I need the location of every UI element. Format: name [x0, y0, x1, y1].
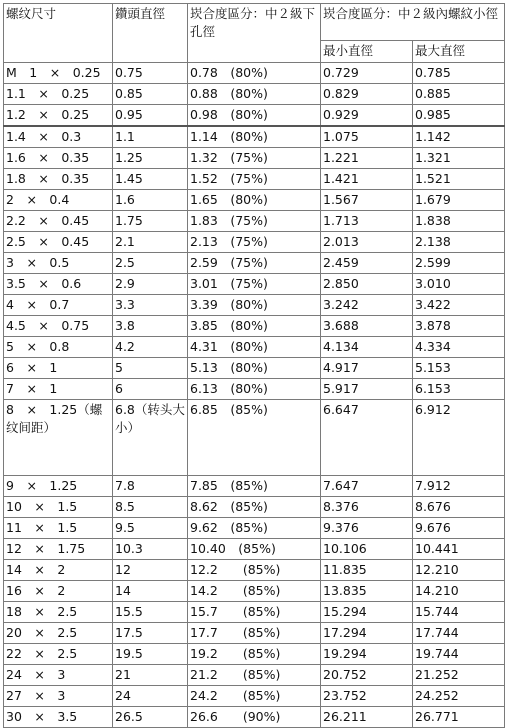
- table-row: [4, 644, 505, 665]
- cell-drill-diameter: 17.5: [113, 623, 188, 644]
- cell-drill-diameter: 0.85: [113, 84, 188, 105]
- table-row: [4, 400, 505, 476]
- table-row: [4, 105, 505, 127]
- cell-min-diameter: 9.376: [321, 518, 413, 539]
- cell-thread-size: M 1 × 0.25: [4, 63, 113, 84]
- table-row: [4, 211, 505, 232]
- cell-hole-diameter: 24.2 (85%): [188, 686, 321, 707]
- cell-thread-size: 9 × 1.25: [4, 476, 113, 497]
- cell-hole-diameter: 8.62 (85%): [188, 497, 321, 518]
- header-drill-diameter: 鑽頭直徑: [113, 4, 188, 63]
- cell-drill-diameter: 3.3: [113, 295, 188, 316]
- table-row: [4, 476, 505, 497]
- cell-min-diameter: 2.459: [321, 253, 413, 274]
- cell-hole-diameter: 9.62 (85%): [188, 518, 321, 539]
- cell-max-diameter: 19.744: [413, 644, 505, 665]
- cell-max-diameter: 5.153: [413, 358, 505, 379]
- cell-max-diameter: 3.422: [413, 295, 505, 316]
- cell-thread-size: 4.5 × 0.75: [4, 316, 113, 337]
- table-row: [4, 337, 505, 358]
- table-row: [4, 84, 505, 105]
- cell-min-diameter: 17.294: [321, 623, 413, 644]
- cell-thread-size: 4 × 0.7: [4, 295, 113, 316]
- cell-min-diameter: 2.850: [321, 274, 413, 295]
- cell-max-diameter: 21.252: [413, 665, 505, 686]
- table-row: [4, 295, 505, 316]
- cell-max-diameter: 15.744: [413, 602, 505, 623]
- cell-thread-size: 24 × 3: [4, 665, 113, 686]
- cell-max-diameter: 6.153: [413, 379, 505, 400]
- cell-drill-diameter: 3.8: [113, 316, 188, 337]
- table-row: [4, 148, 505, 169]
- cell-min-diameter: 1.075: [321, 126, 413, 148]
- cell-min-diameter: 1.713: [321, 211, 413, 232]
- cell-drill-diameter: 2.9: [113, 274, 188, 295]
- cell-min-diameter: 26.211: [321, 707, 413, 728]
- cell-drill-diameter: 1.45: [113, 169, 188, 190]
- cell-drill-diameter: 2.5: [113, 253, 188, 274]
- cell-hole-diameter: 1.65 (80%): [188, 190, 321, 211]
- cell-thread-size: 2.2 × 0.45: [4, 211, 113, 232]
- cell-thread-size: 3.5 × 0.6: [4, 274, 113, 295]
- cell-min-diameter: 1.567: [321, 190, 413, 211]
- cell-hole-diameter: 4.31 (80%): [188, 337, 321, 358]
- cell-drill-diameter: 1.75: [113, 211, 188, 232]
- table-row: [4, 190, 505, 211]
- cell-drill-diameter: 1.1: [113, 126, 188, 148]
- header-min-diameter: 最小直徑: [321, 41, 413, 63]
- cell-thread-size: 10 × 1.5: [4, 497, 113, 518]
- cell-min-diameter: 0.929: [321, 105, 413, 127]
- cell-thread-size: 2.5 × 0.45: [4, 232, 113, 253]
- cell-drill-diameter: 26.5: [113, 707, 188, 728]
- cell-drill-diameter: 7.8: [113, 476, 188, 497]
- cell-min-diameter: 15.294: [321, 602, 413, 623]
- cell-thread-size: 1.6 × 0.35: [4, 148, 113, 169]
- cell-max-diameter: 1.142: [413, 126, 505, 148]
- cell-hole-diameter: 5.13 (80%): [188, 358, 321, 379]
- cell-drill-diameter: 10.3: [113, 539, 188, 560]
- cell-max-diameter: 3.878: [413, 316, 505, 337]
- table-row: [4, 560, 505, 581]
- cell-hole-diameter: 3.39 (80%): [188, 295, 321, 316]
- cell-min-diameter: 4.134: [321, 337, 413, 358]
- cell-drill-diameter: 14: [113, 581, 188, 602]
- header-thread-size: 螺纹尺寸: [4, 4, 113, 63]
- cell-max-diameter: 3.010: [413, 274, 505, 295]
- cell-min-diameter: 0.829: [321, 84, 413, 105]
- cell-thread-size: 22 × 2.5: [4, 644, 113, 665]
- cell-hole-diameter: 1.83 (75%): [188, 211, 321, 232]
- cell-min-diameter: 4.917: [321, 358, 413, 379]
- cell-drill-diameter: 8.5: [113, 497, 188, 518]
- cell-hole-diameter: 0.78 (80%): [188, 63, 321, 84]
- cell-drill-diameter: 1.25: [113, 148, 188, 169]
- header-row: [4, 4, 505, 41]
- table-row: [4, 707, 505, 728]
- cell-max-diameter: 0.785: [413, 63, 505, 84]
- cell-hole-diameter: 14.2 (85%): [188, 581, 321, 602]
- cell-drill-diameter: 6.8（转头大小）: [113, 400, 188, 476]
- table-row: [4, 232, 505, 253]
- cell-hole-diameter: 6.13 (80%): [188, 379, 321, 400]
- table-row: [4, 623, 505, 644]
- cell-max-diameter: 17.744: [413, 623, 505, 644]
- cell-hole-diameter: 12.2 (85%): [188, 560, 321, 581]
- cell-max-diameter: 1.679: [413, 190, 505, 211]
- cell-drill-diameter: 0.75: [113, 63, 188, 84]
- cell-hole-diameter: 17.7 (85%): [188, 623, 321, 644]
- cell-thread-size: 1.8 × 0.35: [4, 169, 113, 190]
- cell-hole-diameter: 7.85 (85%): [188, 476, 321, 497]
- cell-min-diameter: 1.421: [321, 169, 413, 190]
- cell-drill-diameter: 0.95: [113, 105, 188, 127]
- cell-thread-size: 5 × 0.8: [4, 337, 113, 358]
- cell-max-diameter: 0.885: [413, 84, 505, 105]
- cell-drill-diameter: 24: [113, 686, 188, 707]
- cell-drill-diameter: 2.1: [113, 232, 188, 253]
- table-row: [4, 63, 505, 84]
- cell-hole-diameter: 3.01 (75%): [188, 274, 321, 295]
- cell-max-diameter: 24.252: [413, 686, 505, 707]
- cell-hole-diameter: 3.85 (80%): [188, 316, 321, 337]
- cell-min-diameter: 0.729: [321, 63, 413, 84]
- cell-min-diameter: 10.106: [321, 539, 413, 560]
- cell-drill-diameter: 1.6: [113, 190, 188, 211]
- cell-thread-size: 12 × 1.75: [4, 539, 113, 560]
- cell-min-diameter: 19.294: [321, 644, 413, 665]
- cell-max-diameter: 10.441: [413, 539, 505, 560]
- cell-drill-diameter: 4.2: [113, 337, 188, 358]
- cell-thread-size: 8 × 1.25（螺纹间距）: [4, 400, 113, 476]
- table-row: [4, 169, 505, 190]
- cell-max-diameter: 4.334: [413, 337, 505, 358]
- cell-thread-size: 3 × 0.5: [4, 253, 113, 274]
- cell-hole-diameter: 0.88 (80%): [188, 84, 321, 105]
- cell-thread-size: 14 × 2: [4, 560, 113, 581]
- cell-drill-diameter: 15.5: [113, 602, 188, 623]
- cell-hole-diameter: 2.59 (75%): [188, 253, 321, 274]
- cell-hole-diameter: 1.14 (80%): [188, 126, 321, 148]
- cell-max-diameter: 6.912: [413, 400, 505, 476]
- cell-min-diameter: 3.688: [321, 316, 413, 337]
- cell-thread-size: 30 × 3.5: [4, 707, 113, 728]
- cell-max-diameter: 1.321: [413, 148, 505, 169]
- table-row: [4, 665, 505, 686]
- cell-max-diameter: 1.521: [413, 169, 505, 190]
- cell-min-diameter: 3.242: [321, 295, 413, 316]
- cell-thread-size: 1.2 × 0.25: [4, 105, 113, 127]
- cell-thread-size: 27 × 3: [4, 686, 113, 707]
- cell-hole-diameter: 21.2 (85%): [188, 665, 321, 686]
- table-row: [4, 379, 505, 400]
- cell-hole-diameter: 19.2 (85%): [188, 644, 321, 665]
- cell-min-diameter: 20.752: [321, 665, 413, 686]
- cell-drill-diameter: 19.5: [113, 644, 188, 665]
- cell-min-diameter: 1.221: [321, 148, 413, 169]
- cell-thread-size: 2 × 0.4: [4, 190, 113, 211]
- cell-max-diameter: 8.676: [413, 497, 505, 518]
- cell-max-diameter: 0.985: [413, 105, 505, 127]
- cell-drill-diameter: 5: [113, 358, 188, 379]
- cell-hole-diameter: 6.85 (85%): [188, 400, 321, 476]
- cell-hole-diameter: 1.52 (75%): [188, 169, 321, 190]
- table-row: [4, 274, 505, 295]
- cell-hole-diameter: 0.98 (80%): [188, 105, 321, 127]
- cell-thread-size: 1.1 × 0.25: [4, 84, 113, 105]
- cell-max-diameter: 2.599: [413, 253, 505, 274]
- cell-max-diameter: 12.210: [413, 560, 505, 581]
- table-row: [4, 539, 505, 560]
- cell-min-diameter: 23.752: [321, 686, 413, 707]
- table-row: [4, 316, 505, 337]
- cell-max-diameter: 7.912: [413, 476, 505, 497]
- table-row: [4, 358, 505, 379]
- cell-drill-diameter: 6: [113, 379, 188, 400]
- cell-min-diameter: 5.917: [321, 379, 413, 400]
- cell-max-diameter: 14.210: [413, 581, 505, 602]
- cell-hole-diameter: 26.6 (90%): [188, 707, 321, 728]
- cell-thread-size: 16 × 2: [4, 581, 113, 602]
- cell-thread-size: 6 × 1: [4, 358, 113, 379]
- table-row: [4, 686, 505, 707]
- cell-thread-size: 20 × 2.5: [4, 623, 113, 644]
- cell-thread-size: 7 × 1: [4, 379, 113, 400]
- cell-hole-diameter: 1.32 (75%): [188, 148, 321, 169]
- cell-hole-diameter: 2.13 (75%): [188, 232, 321, 253]
- cell-thread-size: 1.4 × 0.3: [4, 126, 113, 148]
- cell-max-diameter: 9.676: [413, 518, 505, 539]
- cell-thread-size: 11 × 1.5: [4, 518, 113, 539]
- thread-spec-table: [3, 3, 505, 728]
- table-row: [4, 497, 505, 518]
- table-row: [4, 126, 505, 148]
- table-row: [4, 581, 505, 602]
- header-fit-class-hole: 崁合度區分：中２級下孔徑: [188, 4, 321, 63]
- cell-drill-diameter: 12: [113, 560, 188, 581]
- cell-hole-diameter: 10.40 (85%): [188, 539, 321, 560]
- cell-thread-size: 18 × 2.5: [4, 602, 113, 623]
- cell-min-diameter: 7.647: [321, 476, 413, 497]
- cell-max-diameter: 1.838: [413, 211, 505, 232]
- header-fit-class-minor: 崁合度區分：中２級內螺紋小徑: [321, 4, 505, 41]
- cell-max-diameter: 26.771: [413, 707, 505, 728]
- cell-drill-diameter: 9.5: [113, 518, 188, 539]
- cell-min-diameter: 2.013: [321, 232, 413, 253]
- cell-hole-diameter: 15.7 (85%): [188, 602, 321, 623]
- cell-min-diameter: 13.835: [321, 581, 413, 602]
- cell-min-diameter: 11.835: [321, 560, 413, 581]
- table-row: [4, 518, 505, 539]
- table-row: [4, 602, 505, 623]
- header-max-diameter: 最大直徑: [413, 41, 505, 63]
- cell-min-diameter: 8.376: [321, 497, 413, 518]
- table-row: [4, 253, 505, 274]
- cell-max-diameter: 2.138: [413, 232, 505, 253]
- cell-drill-diameter: 21: [113, 665, 188, 686]
- cell-min-diameter: 6.647: [321, 400, 413, 476]
